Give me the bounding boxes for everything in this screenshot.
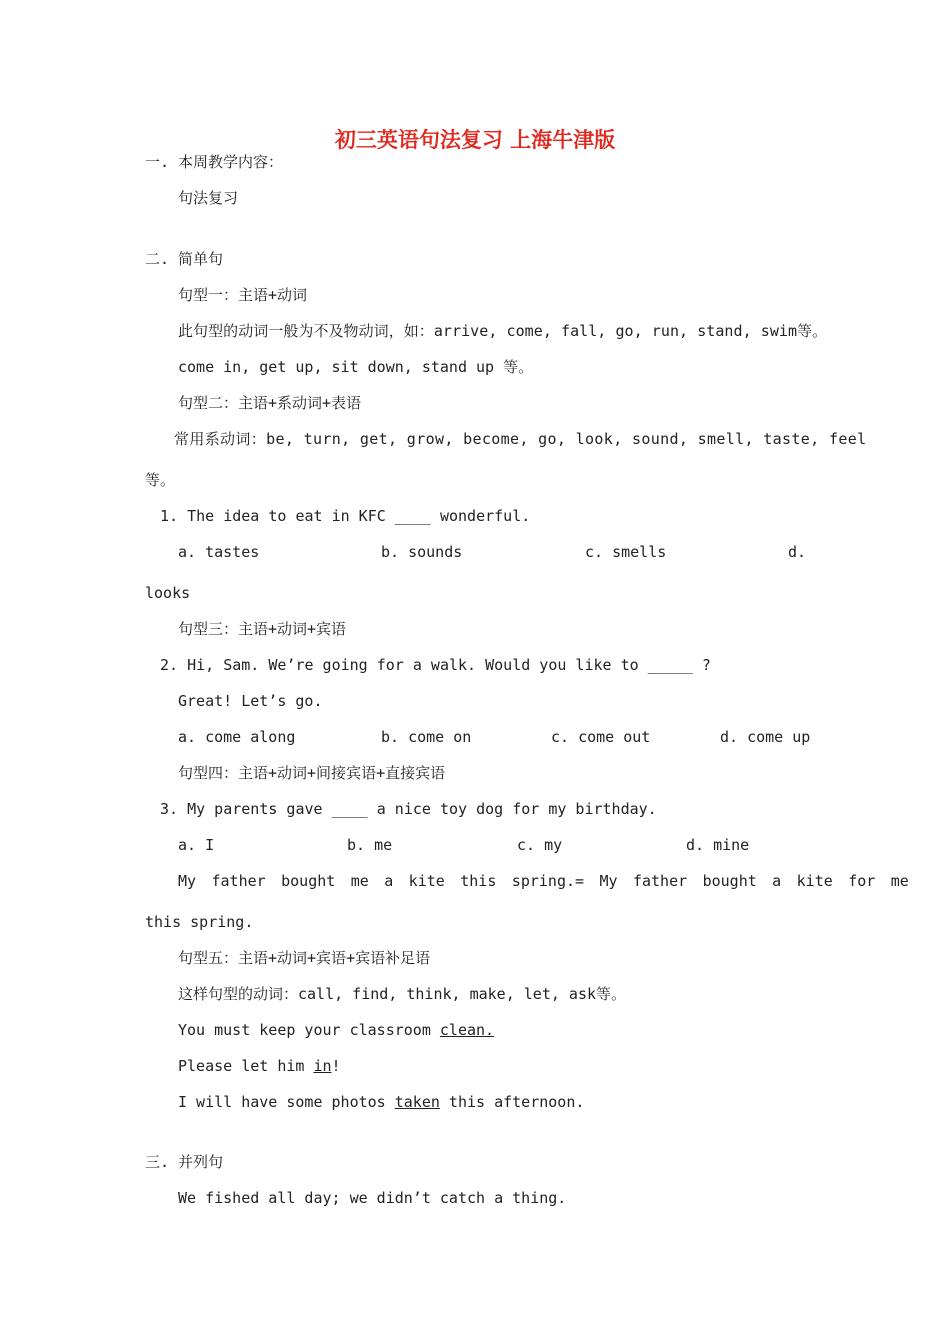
pattern-2-title: 句型二：主语+系动词+表语	[178, 394, 362, 412]
pattern-4-example-end: this spring.	[145, 913, 254, 931]
question-1-option-a: a. tastes	[178, 543, 260, 561]
question-2: 2. Hi, Sam. We’re going for a walk. Would you like to _____ ?	[160, 656, 711, 674]
question-3-option-c: c. my	[517, 836, 563, 854]
pattern-4-title: 句型四：主语+动词+间接宾语+直接宾语	[178, 764, 446, 782]
question-3-option-a: a. I	[178, 836, 215, 854]
pattern-1-examples: come in, get up, sit down, stand up 等。	[178, 358, 534, 376]
pattern-4-example: My father bought me a kite this spring.= My father bought a kite for me	[178, 872, 909, 890]
section-1-body: 句法复习	[178, 189, 239, 207]
question-2-option-a: a. come along	[178, 728, 296, 746]
example-2-end: !	[331, 1057, 341, 1075]
example-2-text: Please let him	[178, 1057, 314, 1075]
example-1-text: You must keep your classroom	[178, 1021, 440, 1039]
pattern-3-title: 句型三：主语+动词+宾语	[178, 620, 347, 638]
question-1-option-b: b. sounds	[381, 543, 463, 561]
question-3: 3. My parents gave ____ a nice toy dog for my birthday.	[160, 800, 657, 818]
question-2-option-b: b. come on	[381, 728, 472, 746]
question-1-option-d: d.	[788, 543, 807, 561]
example-sentence-1	[178, 1020, 494, 1040]
example-2-underlined: in	[313, 1057, 332, 1075]
question-3-option-b: b. me	[347, 836, 393, 854]
example-3-end: this afternoon.	[439, 1093, 585, 1111]
example-3-underlined: taken	[394, 1093, 440, 1111]
pattern-2-desc: 常用系动词：be, turn, get, grow, become, go, look, sound, smell, taste, feel	[174, 430, 867, 448]
pattern-2-desc-end: 等。	[145, 471, 176, 489]
question-1-option-d-text: looks	[145, 584, 191, 602]
example-sentence-3	[178, 1092, 584, 1112]
question-2-option-c: c. come out	[551, 728, 651, 746]
pattern-5-desc: 这样句型的动词：call, find, think, make, let, ask等。	[178, 985, 627, 1003]
document-title: 初三英语句法复习 上海牛津版	[334, 128, 616, 152]
question-3-option-d: d. mine	[686, 836, 750, 854]
question-1: 1. The idea to eat in KFC ____ wonderful.	[160, 507, 531, 525]
section-3-heading: 三. 并列句	[145, 1153, 224, 1171]
section-1-heading: 一. 本周教学内容：	[145, 153, 284, 171]
example-sentence-2	[178, 1056, 341, 1076]
question-2-option-d: d. come up	[720, 728, 811, 746]
example-3-text: I will have some photos	[178, 1093, 395, 1111]
section-3-example: We fished all day; we didn’t catch a thing.	[178, 1189, 567, 1207]
example-1-underlined: clean.	[439, 1021, 495, 1039]
pattern-1-desc: 此句型的动词一般为不及物动词，如：arrive, come, fall, go, run, stand, swim等。	[178, 322, 828, 340]
question-2-reply: Great! Let’s go.	[178, 692, 323, 710]
pattern-1-title: 句型一：主语+动词	[178, 286, 308, 304]
question-1-option-c: c. smells	[585, 543, 667, 561]
section-2-heading: 二. 简单句	[145, 250, 224, 268]
pattern-5-title: 句型五：主语+动词+宾语+宾语补足语	[178, 949, 431, 967]
